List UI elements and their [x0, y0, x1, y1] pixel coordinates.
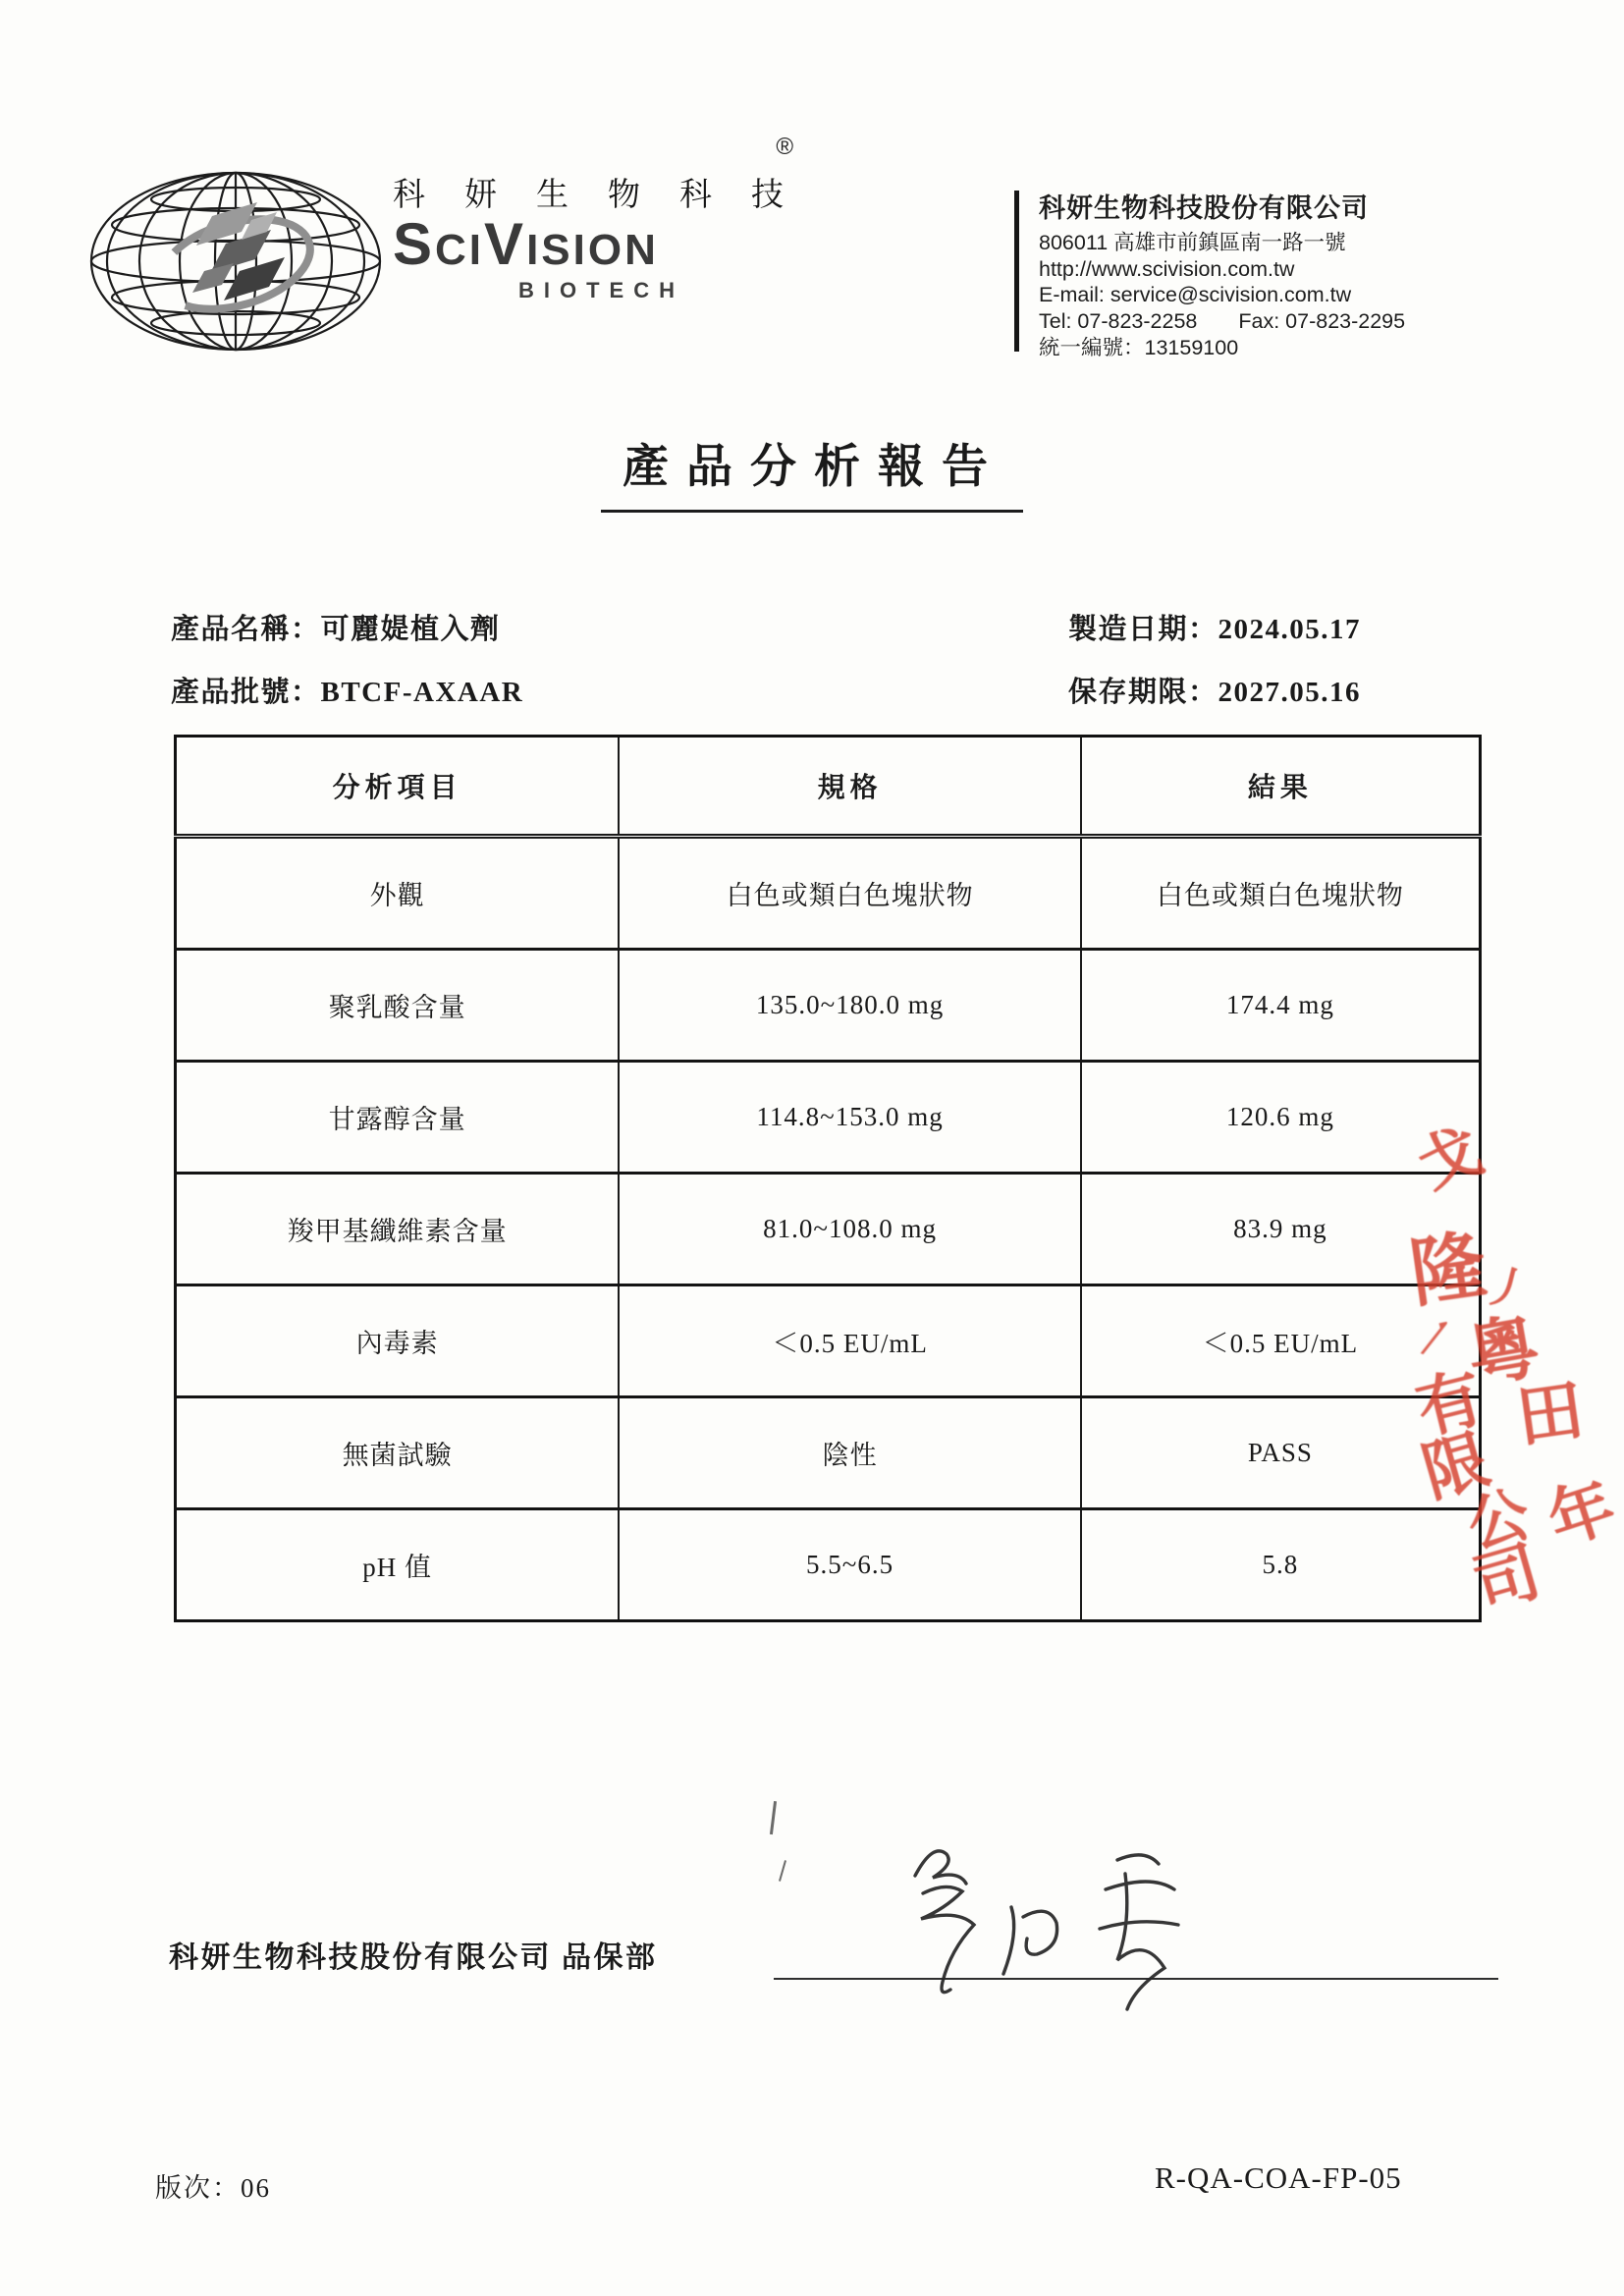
table-cell: ＜0.5 EU/mL [1081, 1285, 1481, 1397]
table-cell: 114.8~153.0 mg [619, 1062, 1080, 1174]
analysis-table [174, 735, 1482, 1622]
logo-cn-char: 技 [751, 176, 784, 212]
red-seal-stamp-fragment: 戈 [1409, 1117, 1491, 1202]
table-row [176, 950, 1481, 1062]
registered-trademark-symbol: ® [776, 134, 793, 160]
company-tel: Tel: 07-823-2258 [1039, 308, 1198, 333]
company-info-block [1039, 187, 1461, 360]
company-tax-id: 統一編號：13159100 [1039, 335, 1239, 359]
red-seal-stamp-fragment: 有 [1409, 1361, 1490, 1448]
table-row [176, 1174, 1481, 1285]
version-number: 版次：06 [155, 2173, 271, 2203]
company-website: http://www.scivision.com.tw [1039, 256, 1295, 281]
red-seal-stamp-fragment: 粵 [1461, 1307, 1545, 1397]
red-seal-stamp-fragment: 年 [1540, 1470, 1624, 1559]
company-fax: Fax: 07-823-2295 [1238, 308, 1406, 333]
company-address: 806011 高雄市前鎮區南一路一號 [1039, 231, 1346, 254]
table-header-cell: 規格 [619, 737, 1080, 837]
table-cell: 無菌試驗 [176, 1397, 620, 1509]
table-cell: 白色或類白色塊狀物 [619, 837, 1080, 950]
table-cell: 135.0~180.0 mg [619, 950, 1080, 1062]
stray-pen-mark [779, 1860, 786, 1882]
table-row [176, 1397, 1481, 1509]
table-cell: 83.9 mg [1081, 1174, 1481, 1285]
table-cell: 內毒素 [176, 1285, 620, 1397]
table-row [176, 1509, 1481, 1621]
document-title: 產品分析報告 [601, 430, 1023, 513]
company-name: 科妍生物科技股份有限公司 [1039, 193, 1369, 223]
red-seal-stamp-fragment: 田 [1511, 1372, 1589, 1456]
table-cell: 81.0~108.0 mg [619, 1174, 1080, 1285]
logo-chinese-name [393, 169, 784, 215]
table-header-cell: 結果 [1081, 737, 1481, 837]
table-cell: 5.8 [1081, 1509, 1481, 1621]
table-row [176, 1285, 1481, 1397]
table-header-cell: 分析項目 [176, 737, 620, 837]
logo-wordmark-block [393, 134, 795, 303]
header-vertical-divider [1014, 191, 1019, 352]
table-row [176, 837, 1481, 950]
biotech-subbrand: BIOTECH [518, 278, 684, 302]
table-cell: 羧甲基纖維素含量 [176, 1174, 620, 1285]
table-cell: 120.6 mg [1081, 1062, 1481, 1174]
table-cell: 外觀 [176, 837, 620, 950]
table-row [176, 1062, 1481, 1174]
logo-cn-char: 物 [608, 176, 640, 212]
logo-cn-char: 生 [536, 176, 568, 212]
red-seal-stamp-fragment: 一 [1404, 1308, 1470, 1373]
table-cell: 甘露醇含量 [176, 1062, 620, 1174]
red-seal-stamp-fragment: 隆 [1405, 1225, 1491, 1317]
table-header-row [176, 737, 1481, 837]
table-cell: 陰性 [619, 1397, 1080, 1509]
red-seal-stamp-fragment: 限 [1415, 1424, 1497, 1511]
red-seal-stamp-fragment: 公 [1461, 1481, 1537, 1561]
product-name-line: 產品名稱：可麗媞植入劑 [171, 614, 501, 645]
company-email: E-mail: service@scivision.com.tw [1039, 283, 1352, 307]
handwritten-signature [864, 1834, 1247, 2031]
expiry-date-line: 保存期限：2027.05.16 [1068, 677, 1362, 708]
table-cell: PASS [1081, 1397, 1481, 1509]
stray-pen-mark [770, 1801, 777, 1834]
table-cell: pH 值 [176, 1509, 620, 1621]
qa-department-label: 科妍生物科技股份有限公司 品保部 [169, 1941, 658, 1974]
table-cell: 白色或類白色塊狀物 [1081, 837, 1481, 950]
product-batch-line: 產品批號：BTCF-AXAAR [171, 677, 524, 708]
scivision-wordmark: SCIVISION [393, 211, 659, 277]
table-cell: 聚乳酸含量 [176, 950, 620, 1062]
red-seal-stamp-fragment: 丿 [1478, 1259, 1535, 1319]
red-seal-stamp-fragment: 司 [1466, 1536, 1548, 1623]
logo-cn-char: 妍 [464, 176, 497, 212]
logo-cn-char: 科 [393, 176, 425, 212]
table-cell: 174.4 mg [1081, 950, 1481, 1062]
globe-logo-icon [86, 169, 385, 355]
logo-cn-char: 科 [679, 176, 712, 212]
table-cell: 5.5~6.5 [619, 1509, 1080, 1621]
manufacture-date-line: 製造日期：2024.05.17 [1068, 614, 1362, 645]
table-cell: ＜0.5 EU/mL [619, 1285, 1080, 1397]
form-number: R-QA-COA-FP-05 [1155, 2160, 1402, 2195]
